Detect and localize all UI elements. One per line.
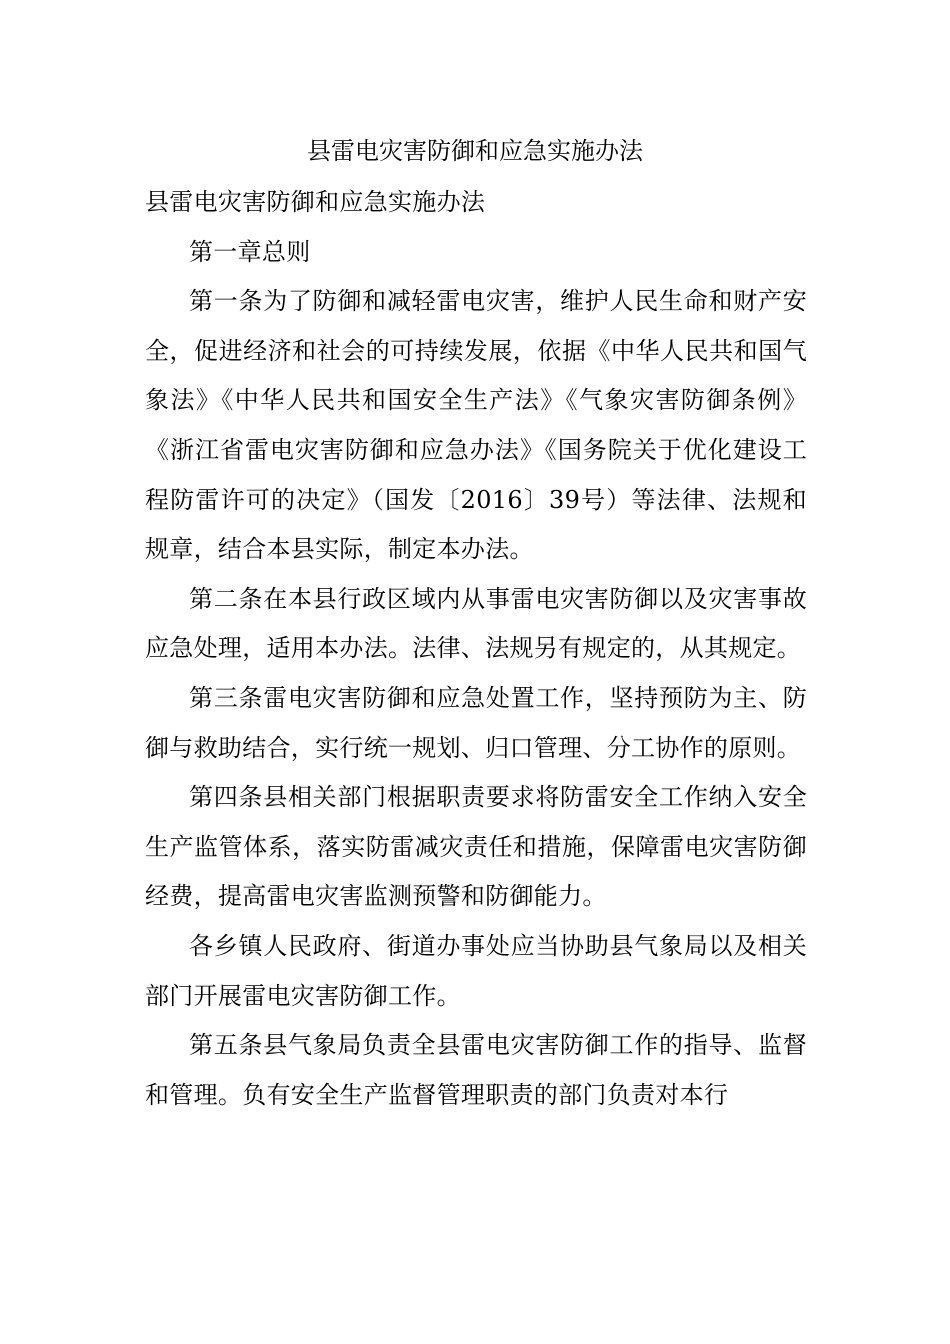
- chapter-heading: 第一章总则: [189, 237, 311, 266]
- article-4-continuation-paragraph: 各乡镇人民政府、街道办事处应当协助县气象局以及相关部门开展雷电灾害防御工作。: [145, 931, 807, 1010]
- document-subtitle: 县雷电灾害防御和应急实施办法: [145, 188, 486, 216]
- document-body: [145, 178, 807, 1120]
- article-2-paragraph: 第二条在本县行政区域内从事雷电灾害防御以及灾害事故应急处理，适用本办法。法律、法规另有规定的，从其规定。: [145, 584, 807, 663]
- article-1-paragraph: 第一条为了防御和减轻雷电灾害，维护人民生命和财产安全，促进经济和社会的可持续发展，依据《中华人民共和国气象法》《中华人民共和国安全生产法》《气象灾害防御条例》《浙江省雷电灾害防御和应急办法》《国务院关于优化建设工程防雷许可的决定》（国发〔2016〕39号）等法律、法规和规章，结合本县实际，制定本办法。: [145, 287, 807, 564]
- document-title: 县雷电灾害防御和应急实施办法: [307, 137, 643, 165]
- article-3-paragraph: 第三条雷电灾害防御和应急处置工作，坚持预防为主、防御与救助结合，实行统一规划、归口管理、分工协作的原则。: [145, 683, 807, 762]
- article-4-paragraph: 第四条县相关部门根据职责要求将防雷安全工作纳入安全生产监管体系，落实防雷减灾责任和措施，保障雷电灾害防御经费，提高雷电灾害监测预警和防御能力。: [145, 783, 807, 911]
- article-5-paragraph: 第五条县气象局负责全县雷电灾害防御工作的指导、监督和管理。负有安全生产监督管理职责的部门负责对本行: [145, 1031, 807, 1109]
